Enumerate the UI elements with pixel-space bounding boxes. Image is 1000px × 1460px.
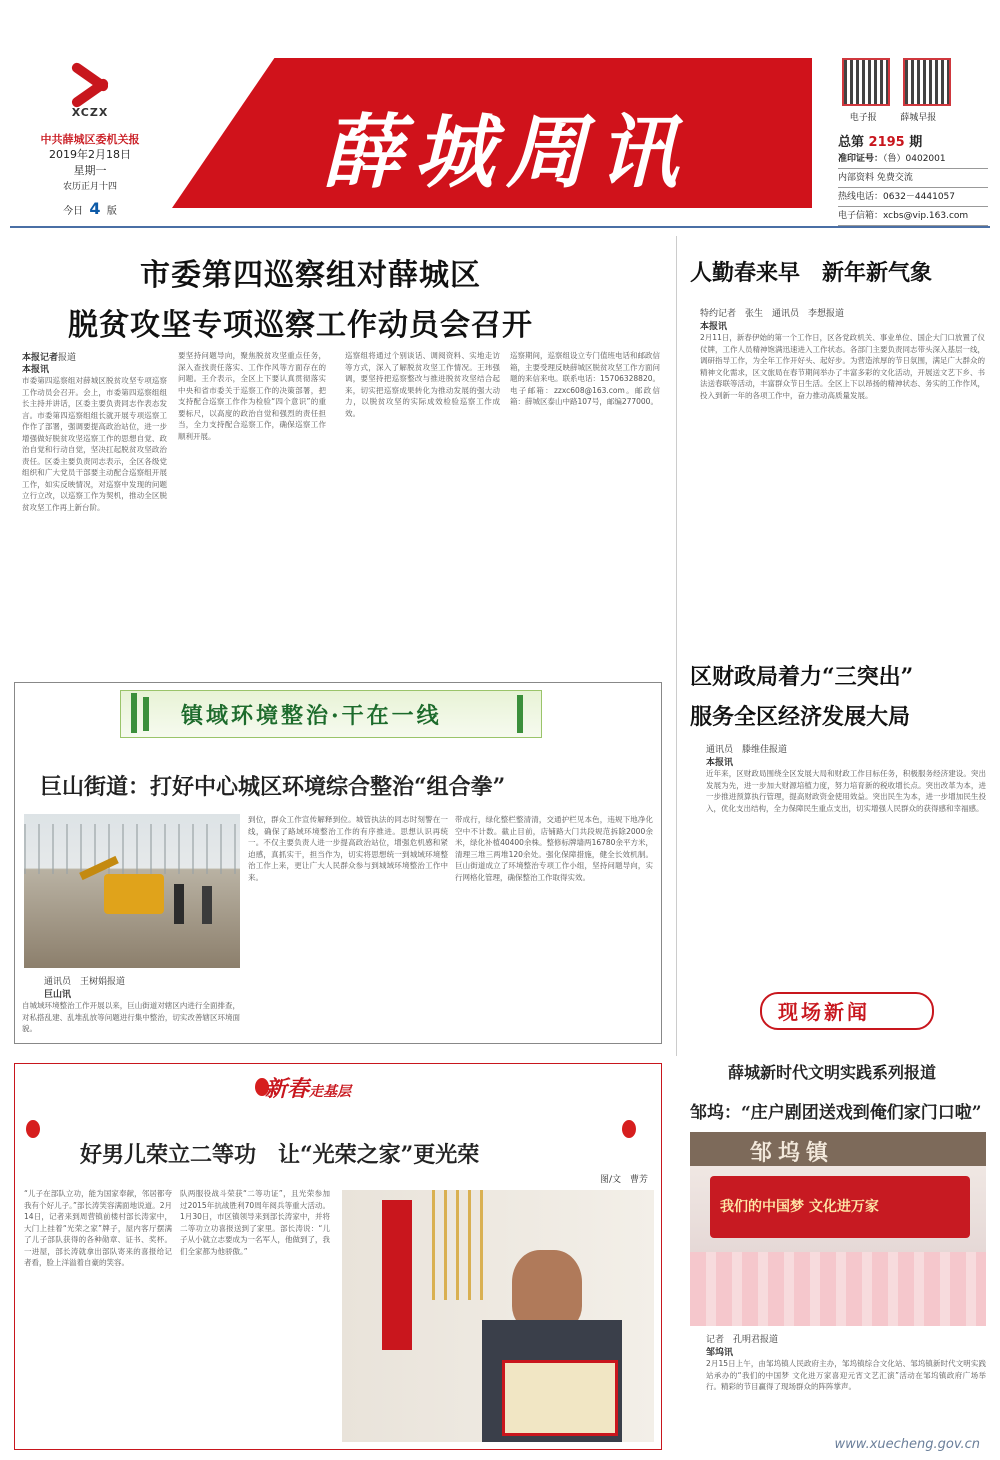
scene-banner bbox=[730, 988, 960, 1032]
header-right bbox=[838, 58, 988, 226]
env-col-3: 带成行，绿化整栏整清清，交通护栏见本色，违规下地净化空中不计数。截止目前，店铺路大门共段规范拆除2000余米，绿化补植40400余株。整修标牌墙两16780余平方米，清理三堆三两堆120余处。强化保障措施，健全长效机制。巨山街道成立了环境整治专项工作小组，坚持问题导向，实行网格化管理，确保整治工作取得实效。 bbox=[455, 815, 653, 882]
scene-title: 薛城新时代文明实践系列报道 bbox=[728, 1063, 937, 1082]
lead-title-line2: 脱贫攻坚专项巡察工作动员会召开 bbox=[68, 308, 533, 343]
lead-col-4: 巡察期间，巡察组设立专门值班电话和邮政信箱，主要受理反映薛城区脱贫攻坚工作方面问题的来信来电。联系电话：15706328820。电子邮箱：zzxc608@163.com。邮政信箱：薛城区泰山中路107号，邮编277000。 bbox=[510, 351, 660, 406]
logo-text: XCZX bbox=[71, 106, 109, 119]
lead-col-3: 巡察组将通过个别谈话、调阅资料、实地走访等方式，深入了解脱贫攻坚工作情况。王玮强调，要坚持把巡察整改与推进脱贫攻坚结合起来，切实把巡察成果转化为推动发展的强大动力，以脱贫攻坚的实际成效检验巡察工作成效。 bbox=[345, 351, 500, 418]
weekday: 星期一 bbox=[73, 164, 107, 177]
lantern-icon bbox=[622, 1120, 636, 1138]
right-mid-body: 近年来，区财政局围绕全区发展大局和财政工作目标任务，积极服务经济建设。突出发展为先，进一步加大财源培植力度，努力培育新的税收增长点。突出改革为本，进一步推进预算执行管理，提高财政资金使用效益。突出民生为本，进一步增加民生投入，优化支出结构，全力保障民生重点支出，切实增强人民群众的获得感和幸福感。 bbox=[706, 769, 986, 813]
email: 电子信箱：xcbs@vip.163.com bbox=[838, 207, 988, 226]
env-col-2: 到位，群众工作宣传解释到位。城管执法的同志时刻警在一线，确保了路域环境整治工作的有序推进。思想认识再统一。不仅主要负责人进一步提高政治站位，增强危机感和紧迫感，真抓实干，担当作为，切实将思想统一到城域环境整治工作上来，更让广大人民群众参与到城域环境整治工作中来。 bbox=[248, 815, 448, 882]
env-byline: 通讯员 王树娟报道 bbox=[44, 977, 126, 987]
lead-title-line1: 市委第四巡察组对薛城区 bbox=[140, 258, 481, 293]
scene-byline: 记者 孔明君报道 bbox=[706, 1335, 779, 1345]
lead-byline-2: 本报讯 bbox=[22, 365, 50, 375]
right-top-byline: 特约记者 张生 通讯员 李想报道 bbox=[700, 309, 845, 319]
today-pages: 今日 4 版 bbox=[63, 199, 117, 218]
issue-date: 2019年2月18日 bbox=[49, 148, 131, 161]
photo-sign: 我们的中国梦 文化进万家 bbox=[720, 1199, 879, 1215]
right-mid-title-line1: 区财政局着力“三突出” bbox=[690, 664, 914, 690]
qr-label: 薛城早报 bbox=[900, 113, 937, 123]
right-top-title: 人勤春来早 新年新气象 bbox=[690, 260, 933, 286]
right-mid-byline-2: 本报讯 bbox=[706, 758, 734, 768]
xinchun-title: 好男儿荣立二等功 让“光荣之家”更光荣 bbox=[80, 1142, 480, 1168]
issue-number: 总第 2195 期 bbox=[838, 135, 923, 150]
env-photo bbox=[24, 814, 240, 968]
env-banner-text: 镇域环境整治·干在一线 bbox=[181, 703, 442, 729]
xinchun-credit: 图/文 曹芳 bbox=[600, 1175, 649, 1185]
right-mid-title-line2: 服务全区经济发展大局 bbox=[690, 704, 911, 730]
permit: 准印证号：（鲁）0402001 bbox=[838, 150, 988, 169]
env-col-1: 自城域环境整治工作开展以来，巨山街道对辖区内进行全面排查，对私搭乱建、乱堆乱放等问题进行集中整治，切实改善辖区环境面貌。 bbox=[22, 1001, 240, 1033]
hotline: 热线电话：0632－4441057 bbox=[838, 188, 988, 207]
right-top-byline-2: 本报讯 bbox=[700, 322, 728, 332]
xinchun-photo bbox=[342, 1190, 654, 1442]
masthead-title: 薛城周讯 bbox=[322, 105, 690, 199]
header-divider bbox=[10, 226, 990, 228]
xinchun-col-1: “儿子在部队立功，能为国家奉献，邻居都夸我有个好儿子。”部长涛笑容满面地说道。2月14日，记者来到周营镇前楼村部长涛家中，大门上挂着“光荣之家”牌子，屋内客厅摆满了儿子部队获得的各种勋章、证书、奖杯。一进屋，部长涛就拿出部队寄来的喜报给记者看，脸上洋溢着自豪的笑容。 bbox=[24, 1189, 172, 1267]
scene-body: 2月15日上午，由邹坞镇人民政府主办，邹坞镇综合文化站、邹坞镇新时代文明实践站承办的“我们的中国梦 文化进万家喜迎元宵文艺汇演”活动在邹坞镇政府广场举行。精彩的节目赢得了现场群众的阵阵掌声。 bbox=[706, 1359, 986, 1391]
env-byline-2: 巨山讯 bbox=[44, 990, 72, 1000]
env-title: 巨山街道：打好中心城区环境综合整治“组合拳” bbox=[40, 774, 506, 800]
scene-photo bbox=[690, 1132, 986, 1326]
env-banner bbox=[120, 690, 542, 738]
photo-sign: 邹坞镇 bbox=[750, 1140, 835, 1166]
newspaper-logo-icon bbox=[65, 70, 115, 104]
right-top-body: 2月11日，新春伊始的第一个工作日，区各党政机关、事业单位、国企大门口放置了仪仗牌，工作人员精神饱满迅速进入工作状态。各部门主要负责同志带头深入基层一线，调研指导工作，为全年工作开好头、起好步。为营造浓厚的节日氛围，满足广大群众的精神文化需求，区文旅局在春节期间举办了丰富多彩的文化活动，开展送文艺下乡、书法送春联等活动，丰富群众节日生活。全区上下以昂扬的精神状态、务实的工作作风，投入到新一年的各项工作中，奋力推动高质量发展。 bbox=[700, 333, 985, 400]
qr-code-icon[interactable] bbox=[842, 58, 890, 106]
header-info bbox=[20, 70, 160, 218]
internal-note: 内部资料 免费交流 bbox=[838, 169, 988, 188]
lead-col-1: 市委第四巡察组对薛城区脱贫攻坚专项巡察工作动员会召开。会上，市委第四巡察组组长主持并讲话，区委主要负责同志作表态发言。市委第四巡察组组长就开展专项巡察工作作了部署，强调要提高政治站位，进一步增强做好脱贫攻坚巡察工作的思想自觉、政治自觉和行动自觉，坚决扛起脱贫攻坚政治责任。区委主要负责同志表示，全区各级党组织和广大党员干部要主动配合巡察组开展工作，如实反映情况，对巡察中发现的问题立行立改，以巡察工作为契机，推动全区脱贫攻坚工作再上新台阶。 bbox=[22, 376, 167, 512]
site-watermark: www.xuecheng.gov.cn bbox=[834, 1437, 980, 1452]
masthead bbox=[172, 58, 812, 208]
qr-label: 电子报 bbox=[849, 113, 877, 123]
lead-byline: 本报记者报道 bbox=[22, 353, 77, 363]
lantern-icon bbox=[26, 1120, 40, 1138]
lunar-date: 农历正月十四 bbox=[62, 182, 117, 192]
scene-banner-text: 现场新闻 bbox=[778, 1000, 870, 1024]
org-name: 中共薛城区委机关报 bbox=[40, 133, 140, 146]
xinchun-col-2: 队两服役战斗荣获“二等功证”，且光荣参加过2015年抗战胜利70周年阅兵等重大活动。1月30日，市区镇领导来到部长涛家中，并将二等功立功喜报送到了家里。部长涛说：“儿子从小就立志要成为一名军人，他做到了，我们全家都为他骄傲。” bbox=[180, 1189, 330, 1256]
right-mid-byline: 通讯员 滕维佳报道 bbox=[706, 745, 788, 755]
column-divider bbox=[676, 236, 677, 1056]
qr-code-icon[interactable] bbox=[903, 58, 951, 106]
scene-byline-2: 邹坞讯 bbox=[706, 1348, 734, 1358]
scene-subtitle: 邹坞：“庄户剧团送戏到俺们家门口啦” bbox=[690, 1103, 982, 1123]
xinchun-banner: 新春走基层 bbox=[265, 1076, 352, 1102]
lead-col-2: 要坚持问题导向，聚焦脱贫攻坚重点任务，深入查找责任落实、工作作风等方面存在的问题。王介表示，全区上下要认真贯彻落实中央和省市委关于巡察工作的决策部署，把支持配合巡察工作作为检验“四个意识”的重要标尺，以高度的政治自觉和强烈的责任担当，全力支持配合巡察工作，确保巡察工作顺利开展。 bbox=[178, 351, 326, 441]
